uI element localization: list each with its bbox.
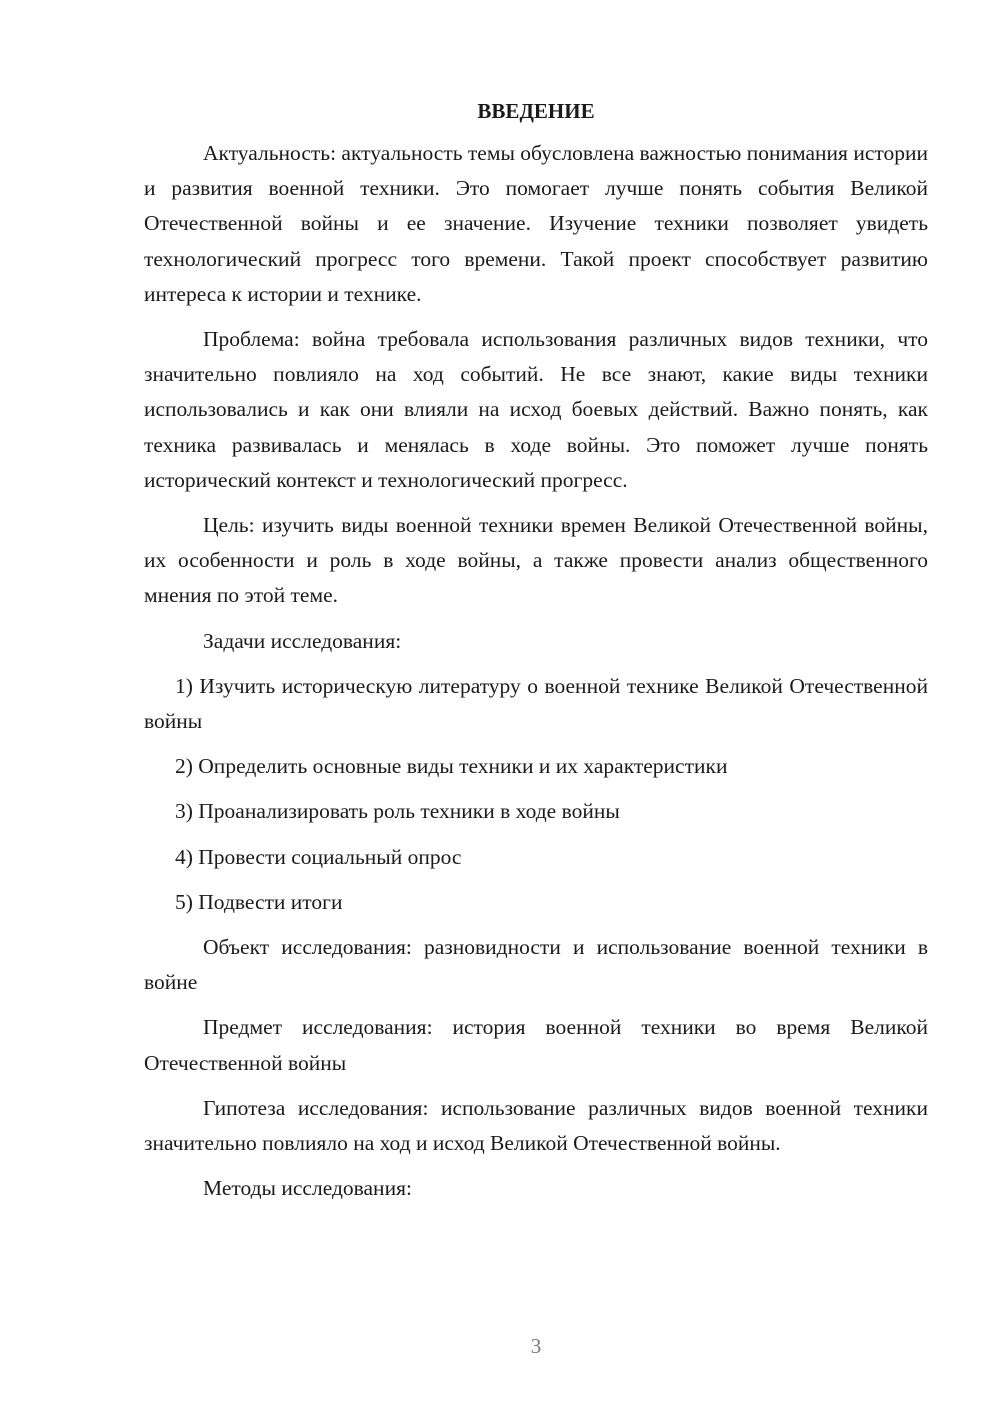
page-title: ВВЕДЕНИЕ [477,99,595,123]
goal-paragraph: Цель: изучить виды военной техники времен Великой Отечественной войны, их особенности и роль в ходе войны, а также провести анализ общественного мнения по этой теме. [144,513,928,608]
list-item: 2) Определить основные виды техники и их характеристики [175,754,728,779]
document-page [144,96,928,1216]
problem-paragraph: Проблема: война требовала использования различных видов техники, что значительно повлияло на ход событий. Не все знают, какие виды техники использовались и как они влияли на исход боевых действий. Важно понять, как техника развивалась и менялась в ходе войны. Это поможет лучше понять исторический контекст и технологический прогресс. [144,327,928,492]
tasks-list [144,669,928,920]
subject-paragraph: Предмет исследования: история военной техники во время Великой Отечественной войны [144,1015,928,1075]
page-number: 3 [530,1334,542,1358]
hypothesis-paragraph: Гипотеза исследования: использование различных видов военной техники значительно повлияло на ход и исход Великой Отечественной войны. [144,1095,928,1156]
list-item: 3) Проанализировать роль техники в ходе войны [175,799,620,824]
methods-heading: Методы исследования: [203,1176,412,1201]
list-item: 4) Провести социальный опрос [175,844,462,869]
list-item: 5) Подвести итоги [175,889,343,914]
list-item: 1) Изучить историческую литературу о военной технике Великой Отечественной войны [144,673,928,734]
object-paragraph: Объект исследования: разновидности и использование военной техники в войне [144,935,928,995]
relevance-paragraph: Актуальность: актуальность темы обусловлена важностью понимания истории и развития военной техники. Это помогает лучше понять события Великой Отечественной войны и ее значение. Изучение техники позволяет увидеть технологический прогресс того времени. Такой проект способствует развитию интереса к истории и технике. [144,141,928,306]
tasks-heading: Задачи исследования: [203,628,402,653]
